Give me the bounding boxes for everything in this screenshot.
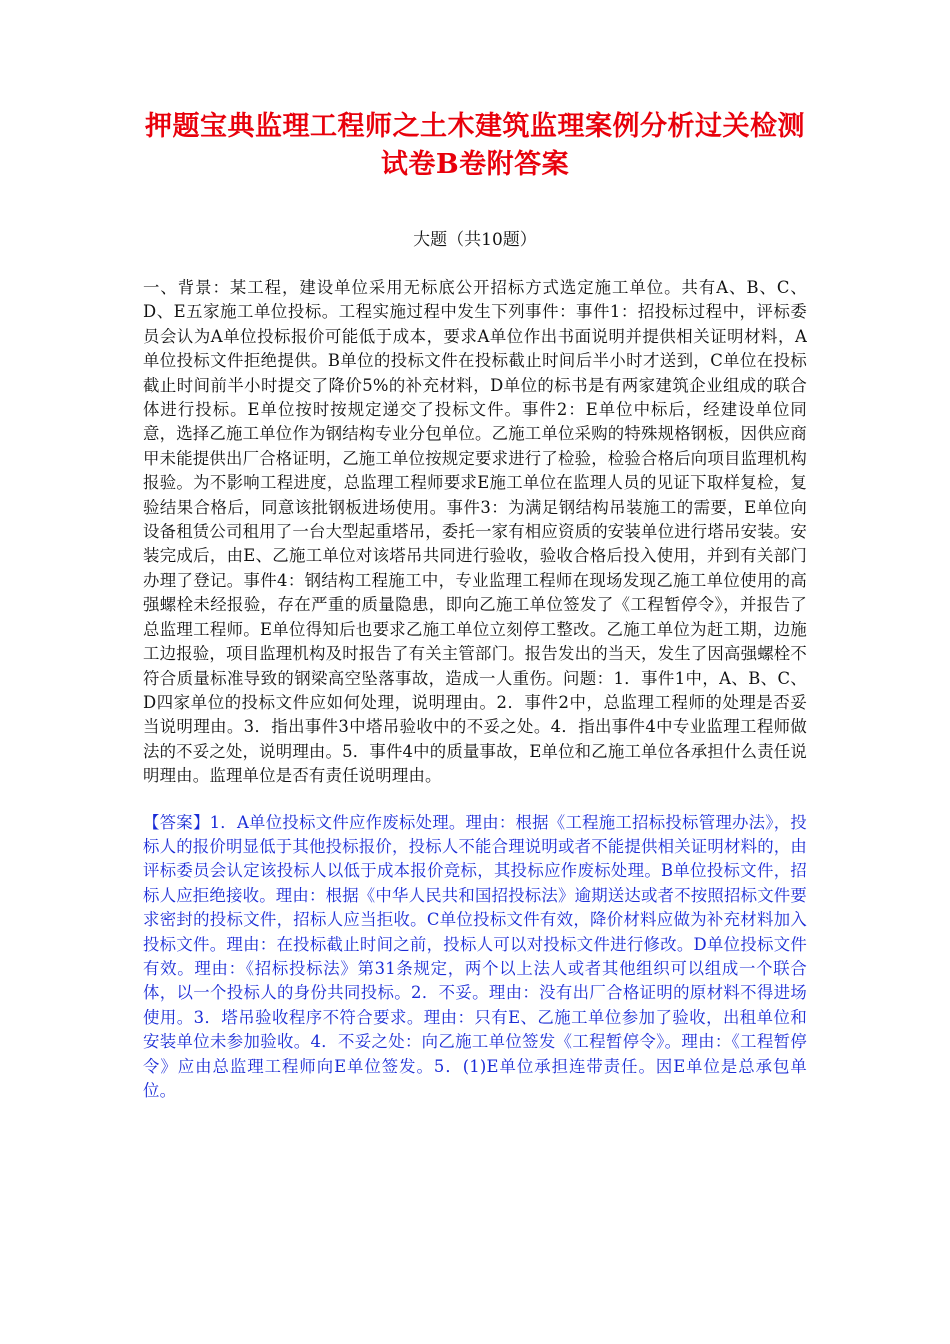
- answer-paragraph: 【答案】1．A单位投标文件应作废标处理。理由：根据《工程施工招标投标管理办法》，投标人的报价明显低于其他投标报价，投标人不能合理说明或者不能提供相关证明材料的，由评标委员会认定该投标人以低于成本报价竞标，其投标应作废标处理。B单位投标文件，招标人应拒绝接收。理由：根据《中华人民共和国招投标法》逾期送达或者不按照招标文件要求密封的投标文件，招标人应当拒收。C单位投标文件有效，降价材料应做为补充材料加入投标文件。理由：在投标截止时间之前，投标人可以对投标文件进行修改。D单位投标文件有效。理由：《招标投标法》第31条规定，两个以上法人或者其他组织可以组成一个联合体，以一个投标人的身份共同投标。2．不妥。理由：没有出厂合格证明的原材料不得进场使用。3．塔吊验收程序不符合要求。理由：只有E、乙施工单位参加了验收，出租单位和安装单位未参加验收。4．不妥之处：向乙施工单位签发《工程暂停令》。理由：《工程暂停令》应由总监理工程师向E单位签发。5．(1)E单位承担连带责任。因E单位是总承包单位。: [143, 812, 807, 1100]
- question-paragraph: 一、背景：某工程，建设单位采用无标底公开招标方式选定施工单位。共有A、B、C、D、E五家施工单位投标。工程实施过程中发生下列事件：事件1：招投标过程中，评标委员会认为A单位投标报价可能低于成本，要求A单位作出书面说明并提供相关证明材料，A单位投标文件拒绝提供。B单位的投标文件在投标截止时间后半小时才送到，C单位在投标截止时间前半小时提交了降价5%的补充材料，D单位的标书是有两家建筑企业组成的联合体进行投标。E单位按时按规定递交了投标文件。事件2：E单位中标后，经建设单位同意，选择乙施工单位作为钢结构专业分包单位。乙施工单位采购的特殊规格钢板，因供应商甲未能提供出厂合格证明，乙施工单位按规定要求进行了检验，检验合格后向项目监理机构报验。为不影响工程进度，总监理工程师要求E施工单位在监理人员的见证下取样复检，复验结果合格后，同意该批钢板进场使用。事件3：为满足钢结构吊装施工的需要，E单位向设备租赁公司租用了一台大型起重塔吊，委托一家有相应资质的安装单位进行塔吊安装。安装完成后，由E、乙施工单位对该塔吊共同进行验收，验收合格后投入使用，并到有关部门办理了登记。事件4：钢结构工程施工中，专业监理工程师在现场发现乙施工单位使用的高强螺栓未经报验，存在严重的质量隐患，即向乙施工单位签发了《工程暂停令》，并报告了总监理工程师。E单位得知后也要求乙施工单位立刻停工整改。乙施工单位为赶工期，边施工边报验，项目监理机构及时报告了有关主管部门。报告发出的当天，发生了因高强螺栓不符合质量标准导致的钢梁高空坠落事故，造成一人重伤。问题：1．事件1中，A、B、C、D四家单位的投标文件应如何处理，说明理由。2．事件2中，总监理工程师的处理是否妥当说明理由。3．指出事件3中塔吊验收中的不妥之处。4．指出事件4中专业监理工程师做法的不妥之处，说明理由。5．事件4中的质量事故，E单位和乙施工单位各承担什么责任说明理由。监理单位是否有责任说明理由。: [143, 278, 807, 786]
- document-title: 押题宝典监理工程师之土木建筑监理案例分析过关检测试卷B卷附答案: [145, 111, 805, 180]
- section-heading: 大题（共10题）: [413, 230, 537, 250]
